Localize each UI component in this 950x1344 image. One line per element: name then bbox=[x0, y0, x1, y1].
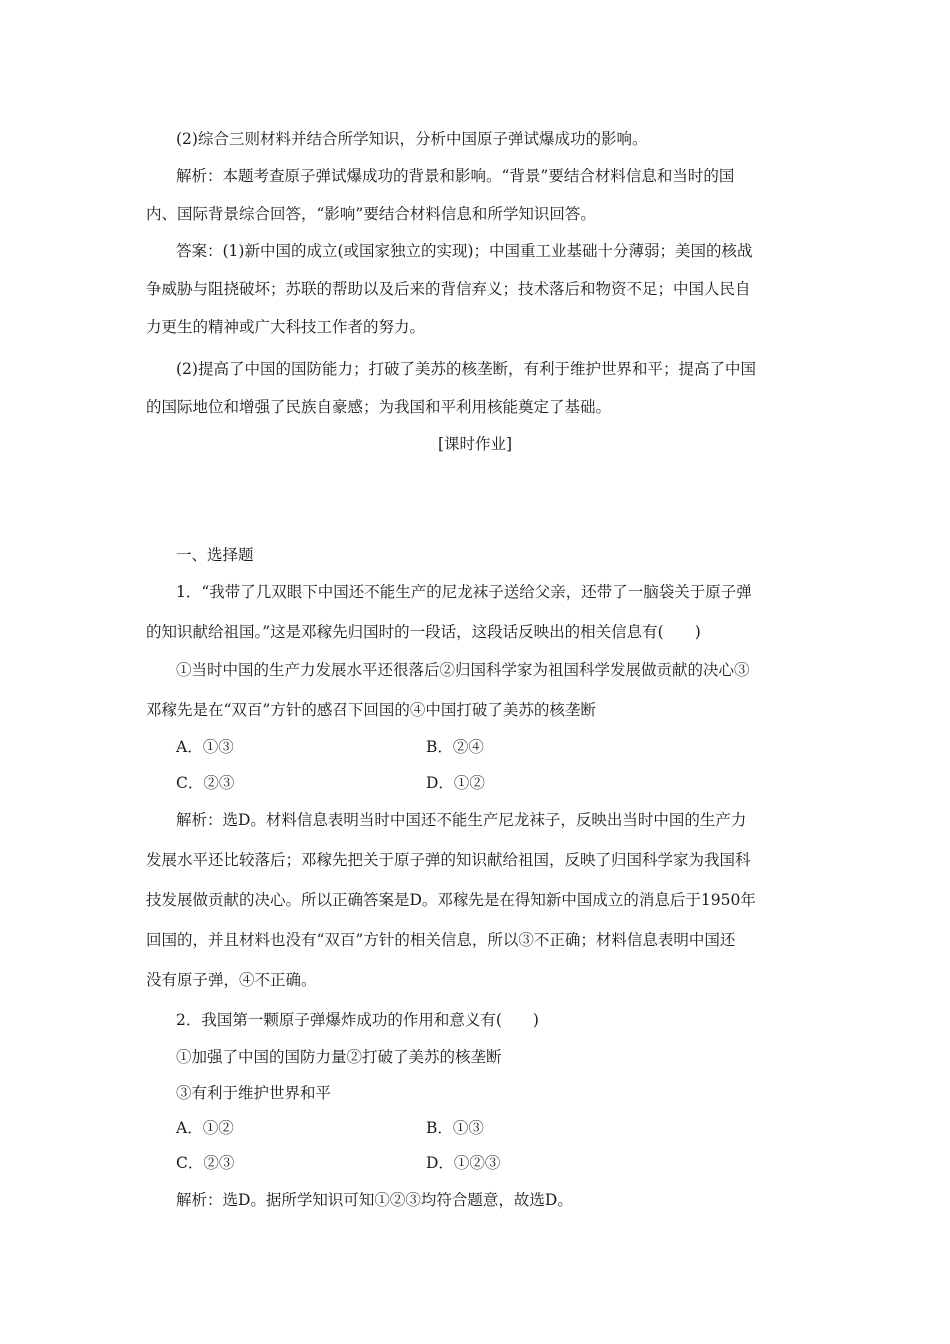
option-d: D．①②③ bbox=[426, 1154, 501, 1172]
option-b: B．②④ bbox=[426, 738, 484, 756]
option-c: C．②③ bbox=[176, 1154, 235, 1172]
analysis-line: 解析：本题考查原子弹试爆成功的背景和影响。“背景”要结合材料信息和当时的国 bbox=[176, 167, 735, 185]
analysis-line: 技发展做贡献的决心。所以正确答案是D。邓稼先是在得知新中国成立的消息后于1950年 bbox=[146, 891, 756, 909]
question-1-items: ①当时中国的生产力发展水平还很落后②归国科学家为祖国科学发展做贡献的决心③ bbox=[176, 661, 750, 679]
option-a: A．①③ bbox=[176, 738, 234, 756]
analysis-line: 内、国际背景综合回答，“影响”要结合材料信息和所学知识回答。 bbox=[146, 205, 596, 223]
analysis-line: 回国的，并且材料也没有“双百”方针的相关信息，所以③不正确；材料信息表明中国还 bbox=[146, 931, 736, 949]
option-b: B．①③ bbox=[426, 1119, 484, 1137]
answer-line: 答案：(1)新中国的成立(或国家独立的实现)；中国重工业基础十分薄弱；美国的核战 bbox=[176, 242, 753, 260]
analysis-line: 没有原子弹，④不正确。 bbox=[146, 971, 317, 989]
question-1-stem: 的知识献给祖国。”这是邓稼先归国时的一段话，这段话反映出的相关信息有( ) bbox=[146, 623, 701, 641]
option-d: D．①② bbox=[426, 774, 485, 792]
answer-line: 力更生的精神或广大科技工作者的努力。 bbox=[146, 318, 426, 336]
analysis-line: 解析：选D。据所学知识可知①②③均符合题意，故选D。 bbox=[176, 1191, 573, 1209]
analysis-line: 发展水平还比较落后；邓稼先把关于原子弹的知识献给祖国，反映了归国科学家为我国科 bbox=[146, 851, 751, 869]
option-c: C．②③ bbox=[176, 774, 235, 792]
question-1-stem: 1．“我带了几双眼下中国还不能生产的尼龙袜子送给父亲，还带了一脑袋关于原子弹 bbox=[176, 583, 752, 601]
option-a: A．①② bbox=[176, 1119, 234, 1137]
answer-line: 争威胁与阻挠破坏；苏联的帮助以及后来的背信弃义；技术落后和物资不足；中国人民自 bbox=[146, 280, 751, 298]
homework-title: [课时作业] bbox=[437, 435, 513, 453]
answer-line: (2)提高了中国的国防能力；打破了美苏的核垄断，有利于维护世界和平；提高了中国 bbox=[176, 360, 756, 378]
answer-line: 的国际地位和增强了民族自豪感；为我国和平利用核能奠定了基础。 bbox=[146, 398, 612, 416]
question-2-stem: 2．我国第一颗原子弹爆炸成功的作用和意义有( ) bbox=[176, 1011, 539, 1029]
section-title: 一、选择题 bbox=[176, 546, 254, 564]
question-2-items: ③有利于维护世界和平 bbox=[176, 1084, 332, 1102]
question-1-items: 邓稼先是在“双百”方针的感召下回国的④中国打破了美苏的核垄断 bbox=[146, 701, 596, 719]
analysis-line: 解析：选D。材料信息表明当时中国还不能生产尼龙袜子，反映出当时中国的生产力 bbox=[176, 811, 747, 829]
question-part-2: (2)综合三则材料并结合所学知识，分析中国原子弹试爆成功的影响。 bbox=[176, 130, 648, 148]
question-2-items: ①加强了中国的国防力量②打破了美苏的核垄断 bbox=[176, 1048, 502, 1066]
